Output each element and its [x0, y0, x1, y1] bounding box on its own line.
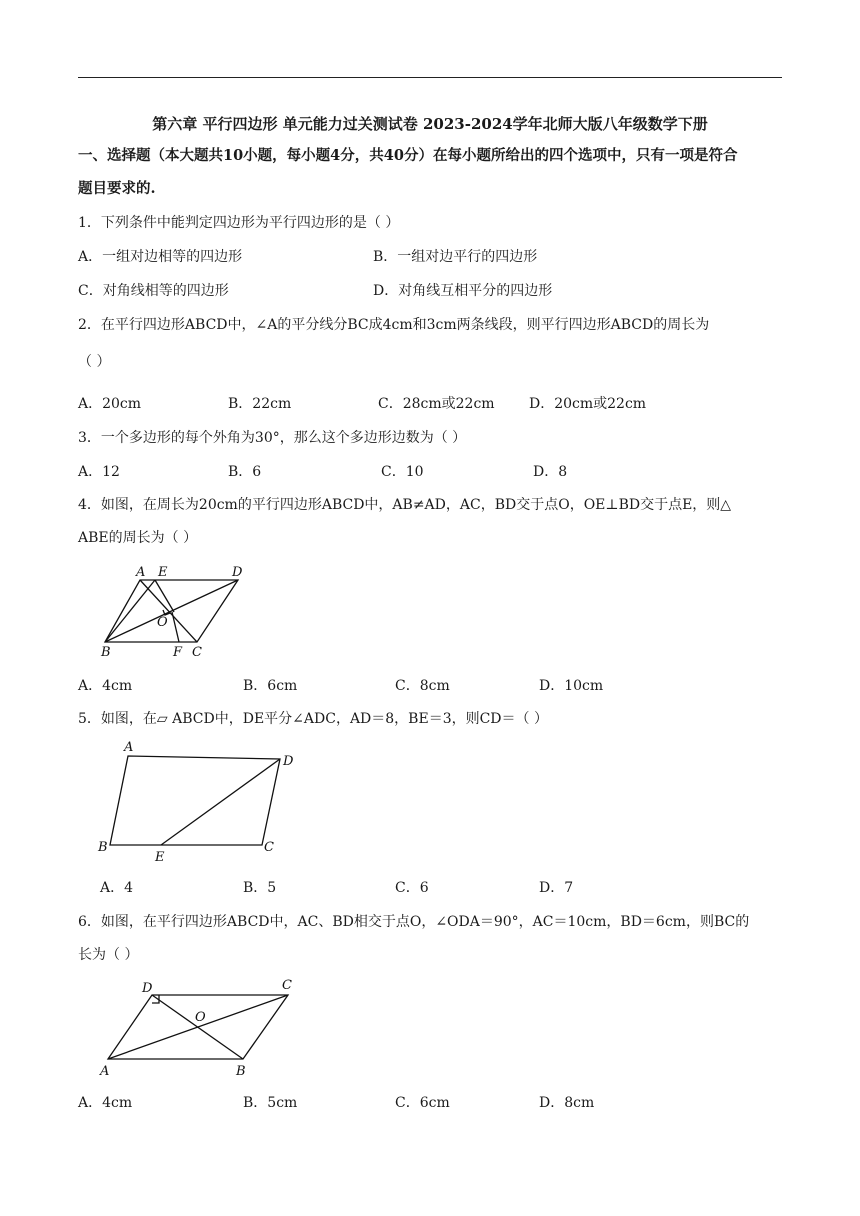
q4-stem-line1: 4．如图，在周长为20cm的平行四边形ABCD中，AB≠AD，AC，BD交于点O，OE⊥BD交于点E，则△: [78, 497, 732, 513]
q5-label-e: E: [155, 850, 165, 865]
q5-option-c: C．6: [395, 880, 429, 896]
q5-parallelogram: [110, 756, 280, 845]
q2-option-a: A．20cm: [78, 396, 142, 412]
q3-option-b: B．6: [228, 464, 262, 480]
q5-option-a: A．4: [100, 880, 134, 896]
q3-stem: 3．一个多边形的每个外角为30°，那么这个多边形边数为（ ）: [78, 430, 467, 446]
q4-label-d: D: [232, 565, 243, 580]
q2-option-b: B．22cm: [228, 396, 292, 412]
q4-label-b: B: [101, 645, 111, 660]
q4-label-c: C: [192, 645, 202, 660]
q6-label-b: B: [236, 1064, 246, 1079]
q5-stem: 5．如图，在▱ ABCD中，DE平分∠ADC，AD＝8，BE＝3，则CD＝（ ）: [78, 711, 548, 727]
q5-figure: [92, 737, 312, 865]
q4-label-o: O: [157, 615, 168, 630]
q4-figure: [95, 562, 255, 662]
page-title: 第六章 平行四边形 单元能力过关测试卷 2023-2024学年北师大版八年级数学下册: [152, 115, 708, 133]
q1-option-b: B．一组对边平行的四边形: [373, 249, 538, 265]
q2-option-c: C．28cm或22cm: [378, 396, 495, 412]
q3-option-d: D．8: [533, 464, 568, 480]
q4-option-a: A．4cm: [78, 678, 133, 694]
q4-option-d: D．10cm: [539, 678, 604, 694]
q5-label-a: A: [124, 740, 134, 755]
q6-stem-line2: 长为（ ）: [78, 947, 139, 963]
q4-segment-of: [172, 612, 179, 642]
q4-option-c: C．8cm: [395, 678, 450, 694]
q5-option-d: D．7: [539, 880, 574, 896]
q4-diagonal-ac: [140, 580, 197, 642]
section-heading-line2: 题目要求的.: [78, 180, 156, 197]
q6-stem-line1: 6．如图，在平行四边形ABCD中，AC、BD相交于点O，∠ODA＝90°，AC＝10cm，BD＝6cm，则BC的: [78, 914, 750, 930]
q4-label-e: E: [158, 565, 168, 580]
q1-option-a: A．一组对边相等的四边形: [78, 249, 243, 265]
q4-segment-be: [105, 580, 155, 642]
header-rule: [78, 77, 782, 78]
q6-label-c: C: [282, 978, 292, 993]
q5-label-d: D: [283, 754, 294, 769]
q3-option-c: C．10: [381, 464, 424, 480]
q2-option-d: D．20cm或22cm: [529, 396, 647, 412]
q1-option-d: D．对角线互相平分的四边形: [373, 283, 553, 299]
q6-option-b: B．5cm: [243, 1095, 298, 1111]
q6-option-d: D．8cm: [539, 1095, 595, 1111]
q5-segment-de: [161, 759, 280, 845]
q6-option-c: C．6cm: [395, 1095, 450, 1111]
q6-label-d: D: [142, 981, 153, 996]
q6-label-a: A: [100, 1064, 110, 1079]
q3-option-a: A．12: [78, 464, 120, 480]
q6-figure: [95, 975, 310, 1080]
q6-option-a: A．4cm: [78, 1095, 133, 1111]
section-heading-line1: 一、选择题（本大题共10小题，每小题4分，共40分）在每小题所给出的四个选项中，只有一项是符合: [78, 147, 738, 164]
q1-stem: 1．下列条件中能判定四边形为平行四边形的是（ ）: [78, 215, 400, 231]
q5-label-c: C: [264, 840, 274, 855]
q1-option-c: C．对角线相等的四边形: [78, 283, 229, 299]
q4-label-f: F: [173, 645, 183, 660]
q6-diagonal-bd: [152, 995, 243, 1059]
q5-option-b: B．5: [243, 880, 277, 896]
q2-paren: （ ）: [78, 354, 111, 370]
q6-label-o: O: [195, 1010, 206, 1025]
q5-label-b: B: [98, 840, 108, 855]
q2-stem: 2．在平行四边形ABCD中，∠A的平分线分BC成4cm和3cm两条线段，则平行四边形ABCD的周长为: [78, 317, 710, 333]
q4-label-a: A: [136, 565, 146, 580]
q4-option-b: B．6cm: [243, 678, 298, 694]
q4-stem-line2: ABE的周长为（ ）: [78, 530, 198, 546]
